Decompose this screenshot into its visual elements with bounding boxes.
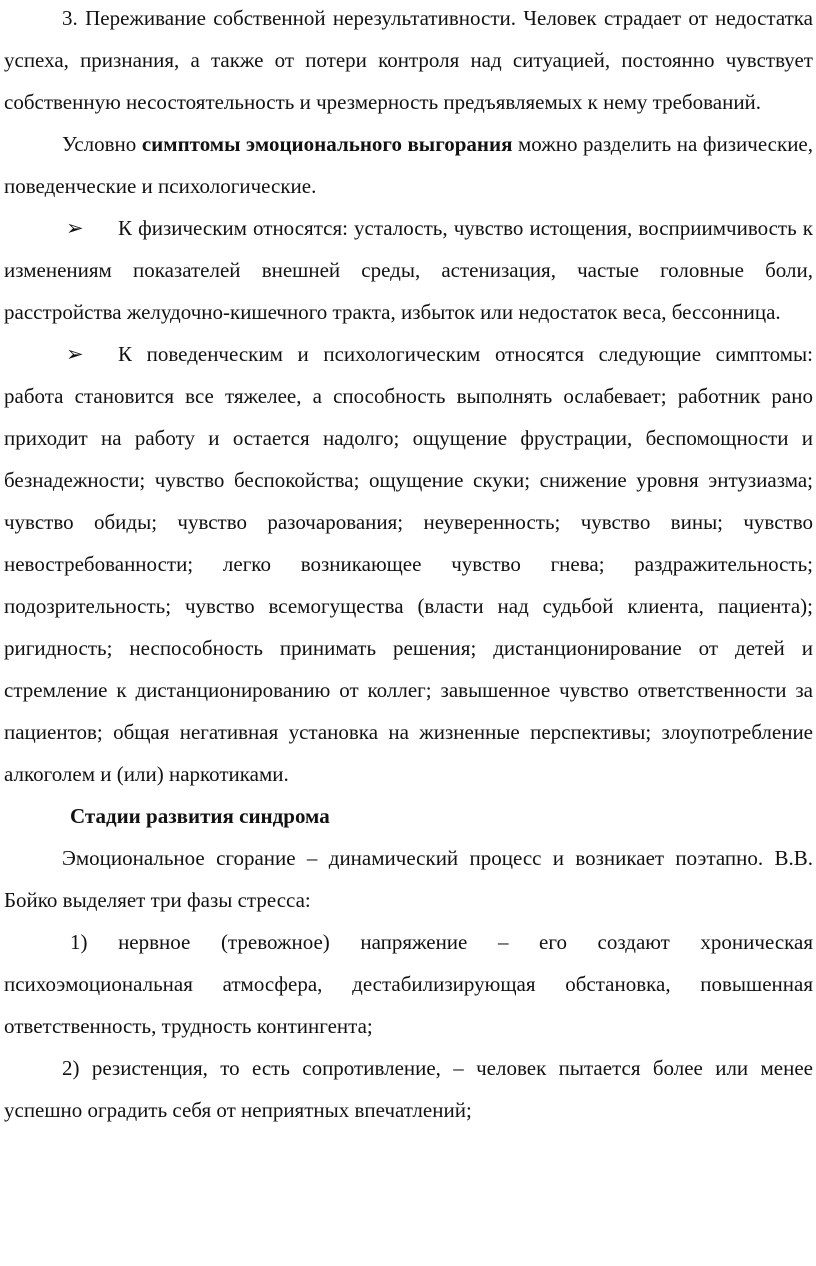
bullet-physical [4,207,813,333]
paragraph-stages-intro: Эмоциональное сгорание – динамический процесс и возникает поэтапно. В.В. Бойко выделяет три фазы стресса: [4,846,813,912]
paragraph-stage-1: 1) нервное (тревожное) напряжение – его создают хроническая психоэмоциональная атмосфера, дестабилизирующая обстановка, повышенная ответственность, трудность контингента; [4,930,813,1038]
arrow-bullet-icon: ➢ [66,216,84,240]
section-heading: Стадии развития синдрома [70,804,330,828]
paragraph-symptoms-intro [4,123,813,207]
symptoms-intro-before: Условно [62,132,142,156]
bullet-behavioral-text: К поведенческим и психологическим относятся следующие симптомы: работа становится все тяжелее, а способность выполнять ослабевает; работник рано приходит на работу и остается надолго; ощущение фрустрации, беспомощности и безнадежности; чувство беспокойства; ощущение скуки; снижение уровня энтузиазма; чувство обиды; чувство разочарования; неуверенность; чувство вины; чувство невостребованности; легко возникающее чувство гнева; раздражительность; подозрительность; чувство всемогущества (власти над судьбой клиента, пациента); ригидность; неспособность принимать решения; дистанционирование от детей и стремление к дистанционированию от коллег; завышенное чувство ответственности за пациентов; общая негативная установка на жизненные перспективы; злоупотребление алкоголем и (или) наркотиками. [4,342,813,786]
paragraph-item-3: 3. Переживание собственной нерезультативности. Человек страдает от недостатка успеха, признания, а также от потери контроля над ситуацией, постоянно чувствует собственную несостоятельность и чрезмерность предъявляемых к нему требований. [4,6,813,114]
symptoms-intro-after: можно разделить на физические, поведенческие и психологические. [4,132,813,198]
paragraph-stage-2: 2) резистенция, то есть сопротивление, – человек пытается более или менее успешно оградить себя от неприятных впечатлений; [4,1056,813,1122]
arrow-bullet-icon: ➢ [66,342,84,366]
symptoms-intro-bold: симптомы эмоционального выгорания [141,132,513,156]
bullet-physical-text: К физическим относятся: усталость, чувство истощения, восприимчивость к изменениям показателей внешней среды, астенизация, частые головные боли, расстройства желудочно-кишечного тракта, избыток или недостаток веса, бессонница. [4,216,813,324]
bullet-behavioral [4,333,813,795]
